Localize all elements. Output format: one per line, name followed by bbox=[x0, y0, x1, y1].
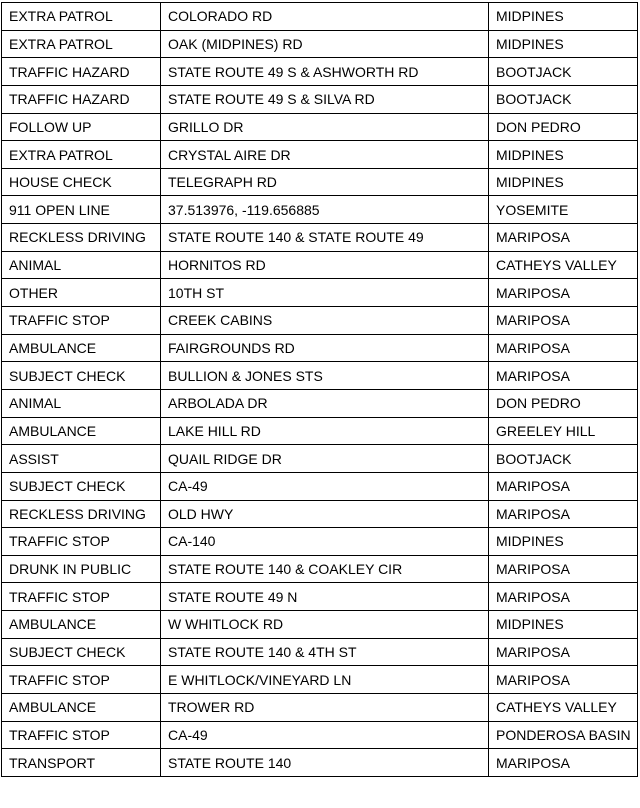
call-type-cell: TRAFFIC STOP bbox=[2, 307, 161, 335]
call-type-cell: TRANSPORT bbox=[2, 749, 161, 777]
table-row bbox=[2, 279, 638, 307]
location-cell: BULLION & JONES STS bbox=[161, 362, 489, 390]
location-cell: CA-140 bbox=[161, 528, 489, 556]
table-row bbox=[2, 611, 638, 639]
location-cell: HORNITOS RD bbox=[161, 251, 489, 279]
table-row bbox=[2, 85, 638, 113]
table-row bbox=[2, 196, 638, 224]
call-type-cell: TRAFFIC STOP bbox=[2, 583, 161, 611]
location-cell: QUAIL RIDGE DR bbox=[161, 445, 489, 473]
call-type-cell: OTHER bbox=[2, 279, 161, 307]
table-row bbox=[2, 472, 638, 500]
call-type-cell: ASSIST bbox=[2, 445, 161, 473]
area-cell: MARIPOSA bbox=[489, 224, 638, 252]
call-type-cell: EXTRA PATROL bbox=[2, 30, 161, 58]
location-cell: OAK (MIDPINES) RD bbox=[161, 30, 489, 58]
table-row bbox=[2, 224, 638, 252]
location-cell: STATE ROUTE 140 & STATE ROUTE 49 bbox=[161, 224, 489, 252]
table-row bbox=[2, 417, 638, 445]
table-row bbox=[2, 362, 638, 390]
table-row bbox=[2, 528, 638, 556]
table-row bbox=[2, 694, 638, 722]
location-cell: CA-49 bbox=[161, 472, 489, 500]
table-row bbox=[2, 307, 638, 335]
location-cell: TELEGRAPH RD bbox=[161, 168, 489, 196]
area-cell: MARIPOSA bbox=[489, 638, 638, 666]
area-cell: MIDPINES bbox=[489, 611, 638, 639]
table-row bbox=[2, 445, 638, 473]
call-type-cell: SUBJECT CHECK bbox=[2, 638, 161, 666]
area-cell: CATHEYS VALLEY bbox=[489, 694, 638, 722]
location-cell: CREEK CABINS bbox=[161, 307, 489, 335]
location-cell: CRYSTAL AIRE DR bbox=[161, 141, 489, 169]
area-cell: MIDPINES bbox=[489, 30, 638, 58]
area-cell: MIDPINES bbox=[489, 528, 638, 556]
table-row bbox=[2, 749, 638, 777]
area-cell: GREELEY HILL bbox=[489, 417, 638, 445]
area-cell: MARIPOSA bbox=[489, 307, 638, 335]
table-row bbox=[2, 638, 638, 666]
area-cell: MARIPOSA bbox=[489, 583, 638, 611]
call-type-cell: ANIMAL bbox=[2, 389, 161, 417]
location-cell: STATE ROUTE 140 & COAKLEY CIR bbox=[161, 555, 489, 583]
area-cell: MARIPOSA bbox=[489, 279, 638, 307]
location-cell: 10TH ST bbox=[161, 279, 489, 307]
call-type-cell: ANIMAL bbox=[2, 251, 161, 279]
table-row bbox=[2, 334, 638, 362]
call-type-cell: FOLLOW UP bbox=[2, 113, 161, 141]
location-cell: CA-49 bbox=[161, 721, 489, 749]
table-row bbox=[2, 251, 638, 279]
call-type-cell: SUBJECT CHECK bbox=[2, 362, 161, 390]
location-cell: STATE ROUTE 140 & 4TH ST bbox=[161, 638, 489, 666]
table-row bbox=[2, 58, 638, 86]
area-cell: MARIPOSA bbox=[489, 334, 638, 362]
call-type-cell: TRAFFIC HAZARD bbox=[2, 58, 161, 86]
location-cell: STATE ROUTE 140 bbox=[161, 749, 489, 777]
location-cell: ARBOLADA DR bbox=[161, 389, 489, 417]
table-row bbox=[2, 3, 638, 31]
area-cell: MARIPOSA bbox=[489, 500, 638, 528]
table-row bbox=[2, 500, 638, 528]
call-type-cell: TRAFFIC STOP bbox=[2, 666, 161, 694]
call-type-cell: AMBULANCE bbox=[2, 334, 161, 362]
area-cell: MARIPOSA bbox=[489, 749, 638, 777]
call-log-table bbox=[1, 2, 638, 777]
location-cell: STATE ROUTE 49 S & ASHWORTH RD bbox=[161, 58, 489, 86]
call-type-cell: RECKLESS DRIVING bbox=[2, 500, 161, 528]
call-type-cell: EXTRA PATROL bbox=[2, 141, 161, 169]
area-cell: MIDPINES bbox=[489, 168, 638, 196]
call-type-cell: HOUSE CHECK bbox=[2, 168, 161, 196]
call-type-cell: AMBULANCE bbox=[2, 417, 161, 445]
call-log-body bbox=[2, 3, 638, 777]
area-cell: MARIPOSA bbox=[489, 555, 638, 583]
table-row bbox=[2, 666, 638, 694]
call-type-cell: SUBJECT CHECK bbox=[2, 472, 161, 500]
call-type-cell: AMBULANCE bbox=[2, 611, 161, 639]
call-type-cell: TRAFFIC HAZARD bbox=[2, 85, 161, 113]
location-cell: GRILLO DR bbox=[161, 113, 489, 141]
area-cell: MARIPOSA bbox=[489, 666, 638, 694]
area-cell: BOOTJACK bbox=[489, 85, 638, 113]
location-cell: LAKE HILL RD bbox=[161, 417, 489, 445]
call-type-cell: DRUNK IN PUBLIC bbox=[2, 555, 161, 583]
call-type-cell: AMBULANCE bbox=[2, 694, 161, 722]
location-cell: FAIRGROUNDS RD bbox=[161, 334, 489, 362]
location-cell: E WHITLOCK/VINEYARD LN bbox=[161, 666, 489, 694]
call-type-cell: 911 OPEN LINE bbox=[2, 196, 161, 224]
table-row bbox=[2, 721, 638, 749]
call-type-cell: EXTRA PATROL bbox=[2, 3, 161, 31]
location-cell: STATE ROUTE 49 S & SILVA RD bbox=[161, 85, 489, 113]
table-row bbox=[2, 555, 638, 583]
table-row bbox=[2, 141, 638, 169]
table-row bbox=[2, 30, 638, 58]
area-cell: CATHEYS VALLEY bbox=[489, 251, 638, 279]
table-row bbox=[2, 168, 638, 196]
area-cell: MIDPINES bbox=[489, 141, 638, 169]
location-cell: TROWER RD bbox=[161, 694, 489, 722]
area-cell: MARIPOSA bbox=[489, 362, 638, 390]
area-cell: MARIPOSA bbox=[489, 472, 638, 500]
call-type-cell: TRAFFIC STOP bbox=[2, 721, 161, 749]
location-cell: W WHITLOCK RD bbox=[161, 611, 489, 639]
location-cell: 37.513976, -119.656885 bbox=[161, 196, 489, 224]
area-cell: BOOTJACK bbox=[489, 445, 638, 473]
location-cell: STATE ROUTE 49 N bbox=[161, 583, 489, 611]
area-cell: MIDPINES bbox=[489, 3, 638, 31]
table-row bbox=[2, 583, 638, 611]
call-type-cell: TRAFFIC STOP bbox=[2, 528, 161, 556]
call-type-cell: RECKLESS DRIVING bbox=[2, 224, 161, 252]
area-cell: DON PEDRO bbox=[489, 113, 638, 141]
location-cell: OLD HWY bbox=[161, 500, 489, 528]
area-cell: DON PEDRO bbox=[489, 389, 638, 417]
area-cell: PONDEROSA BASIN bbox=[489, 721, 638, 749]
table-row bbox=[2, 389, 638, 417]
location-cell: COLORADO RD bbox=[161, 3, 489, 31]
area-cell: YOSEMITE bbox=[489, 196, 638, 224]
area-cell: BOOTJACK bbox=[489, 58, 638, 86]
table-row bbox=[2, 113, 638, 141]
